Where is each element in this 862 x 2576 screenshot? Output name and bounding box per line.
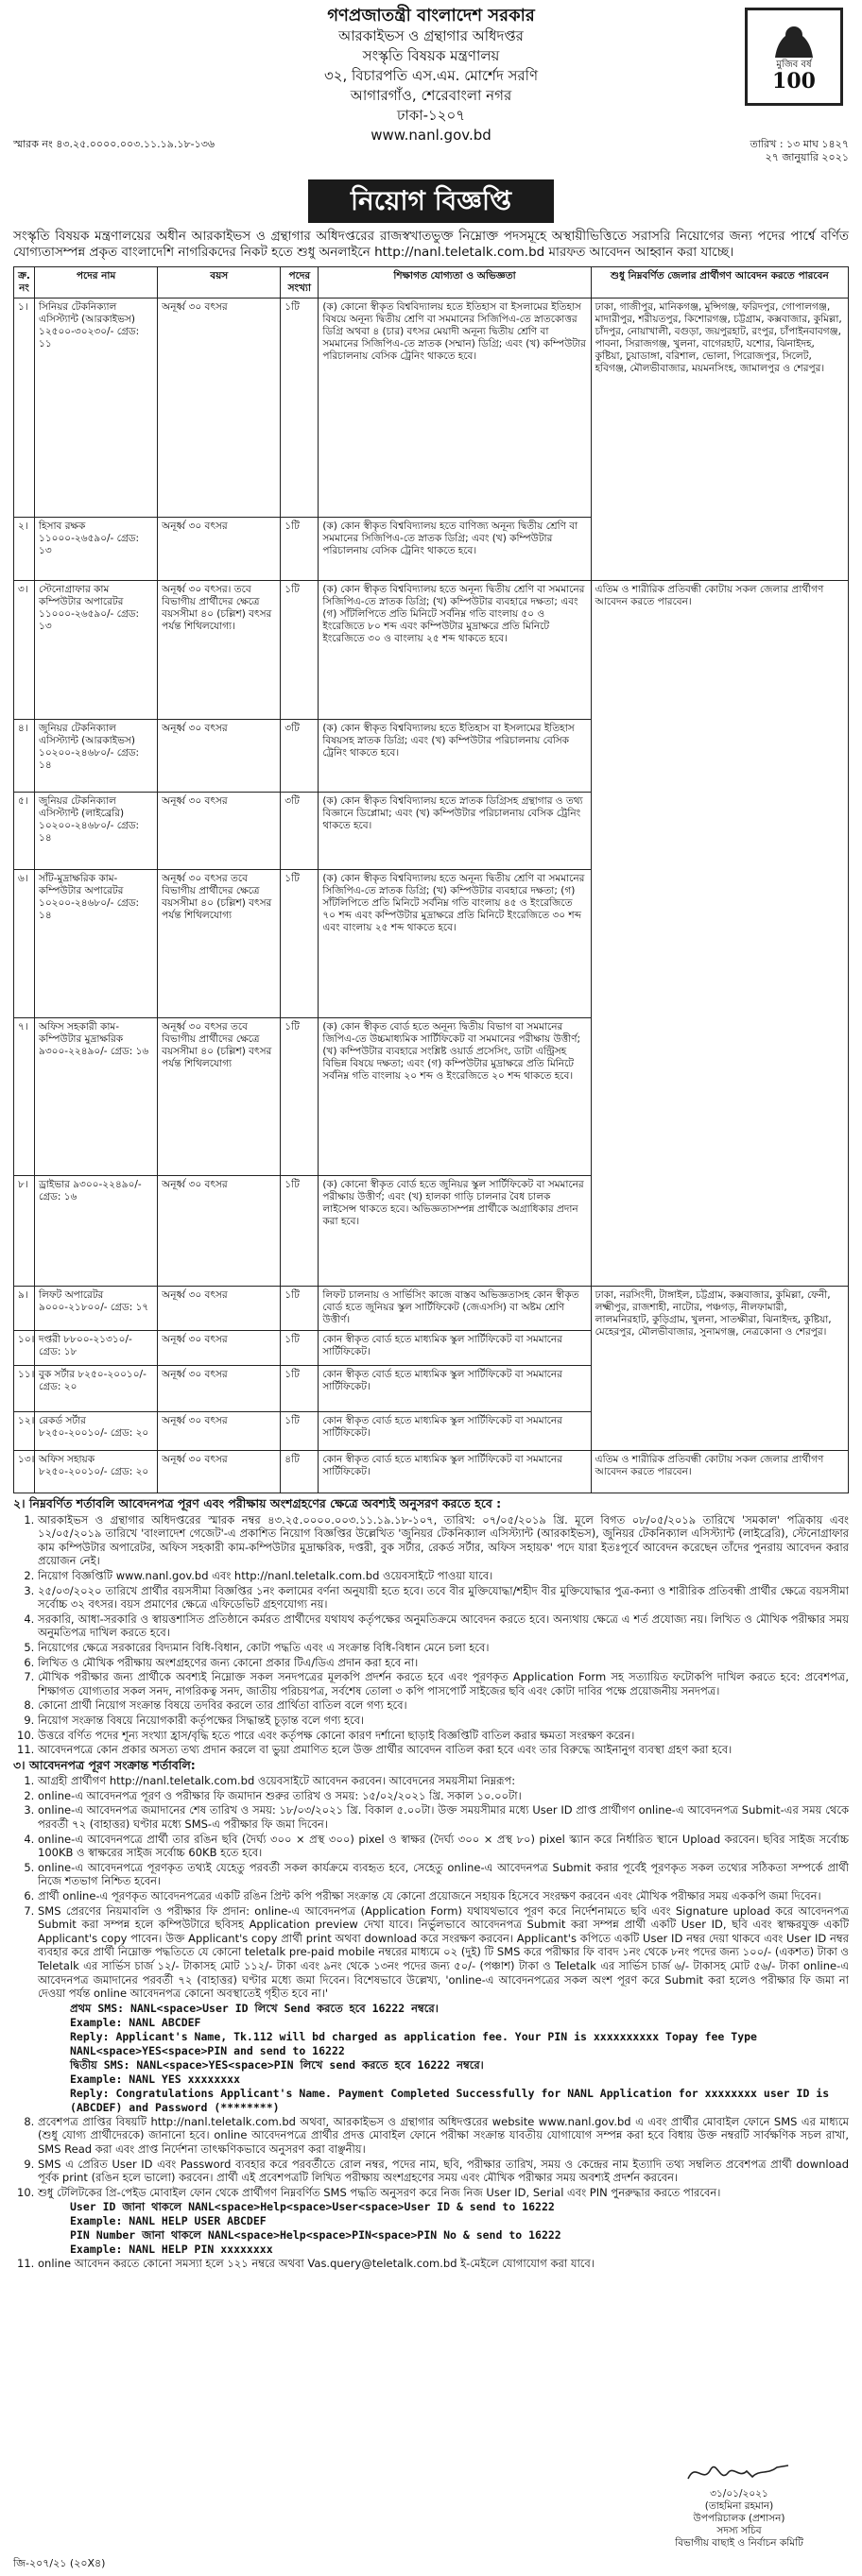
list-item: 1. আগ্রহী প্রার্থীগণ http://nanl.teletalk.com.bd ওয়েবসাইটে আবেদন করবেন। আবেদনের সময়সীমা নিম্নরূপ: bbox=[38, 1774, 849, 1788]
cell-serial: ১২। bbox=[14, 1412, 35, 1451]
cell-districts: এতিম ও শারীরিক প্রতিবন্ধী কোটায় সকল জেলার প্রার্থীগণ আবেদন করতে পারবেন। bbox=[591, 581, 848, 1287]
col-districts: শুধু নিম্নবর্ণিত জেলার প্রার্থীগণ আবেদন করতে পারবেন bbox=[591, 267, 848, 299]
list-item: 4. online-এ আবেদনপত্রে প্রার্থী তার রঙিন ছবি (দৈর্ঘ্য ৩০০ × প্রস্থ ৩০০) pixel ও স্বাক্ষর (দৈর্ঘ্য ৩০০ × প্রস্থ ৮০) pixel স্ক্যান করে নির্ধারিত স্থানে Upload করবেন। ছবির সাইজ সর্বোচ্চ 100KB ও স্বাক্ষরের সাইজ সর্বোচ্চ 60KB হতে হবে। bbox=[38, 1833, 849, 1860]
list-item: 4. সরকারি, আধা-সরকারি ও স্বায়ত্তশাসিত প্রতিষ্ঠানে কর্মরত প্রার্থীদের যথাযথ কর্তৃপক্ষের অনুমতিক্রমে আবেদন করতে হবে। অন্যথায় ক্ষেত্রে এ শর্ত প্রযোজ্য নয়। লিখিত ও মৌখিক পরীক্ষার সময় অনুমতিপত্র দাখিল করতে হবে। bbox=[38, 1612, 849, 1640]
cell-age: অনূর্ধ্ব ৩০ বৎসর bbox=[158, 1331, 281, 1366]
cell-age: অনূর্ধ্ব ৩০ বৎসর bbox=[158, 299, 281, 518]
cell-age: অনূর্ধ্ব ৩০ বৎসর তবে বিভাগীয় প্রার্থীদের ক্ষেত্রে বয়সসীমা ৪০ (চল্লিশ) বৎসর পর্যন্ত শিথিলযোগ্য bbox=[158, 1018, 281, 1176]
cell-age: অনূর্ধ্ব ৩০ বৎসর bbox=[158, 518, 281, 581]
list-item: 2. নিয়োগ বিজ্ঞপ্তিটি www.nanl.gov.bd এবং http://nanl.teletalk.com.bd ওয়েবসাইটে পাওয়া যাবে। bbox=[38, 1569, 849, 1583]
cell-serial: ১১। bbox=[14, 1366, 35, 1412]
cell-post: অফিস সহকারী কাম-কম্পিউটার মুদ্রাক্ষরিক ৯৩০০-২২৪৯০/- গ্রেড: ১৬ bbox=[35, 1018, 158, 1176]
cell-count: ১টি bbox=[281, 1412, 319, 1451]
cell-count: ১টি bbox=[281, 518, 319, 581]
signature-date: ৩১/০১/২০২১ bbox=[710, 2488, 768, 2499]
cell-count: ১টি bbox=[281, 1331, 319, 1366]
list-item: 5. নিয়োগের ক্ষেত্রে সরকারের বিদ্যমান বিধি-বিধান, কোটা পদ্ধতি এবং এ সংক্রান্ত বিধি-বিধান মেনে চলা হবে। bbox=[38, 1641, 849, 1655]
cell-districts: এতিম ও শারীরিক প্রতিবন্ধী কোটায় সকল জেলার প্রার্থীগণ আবেদন করতে পারবেন। bbox=[591, 1451, 848, 1493]
cell-age: অনূর্ধ্ব ৩০ বৎসর bbox=[158, 1451, 281, 1493]
cell-districts: ঢাকা, গাজীপুর, মানিকগঞ্জ, মুন্সিগঞ্জ, ফরিদপুর, গোপালগঞ্জ, মাদারীপুর, শরীয়তপুর, কিশোরগঞ্জ, চট্টগ্রাম, কক্সবাজার, কুমিল্লা, চাঁদপুর, নোয়াখালী, বগুড়া, জয়পুরহাট, রংপুর, চাঁপাইনবাবগঞ্জ, পাবনা, সিরাজগঞ্জ, খুলনা, বাগেরহাট, যশোর, ঝিনাইদহ, কুষ্টিয়া, চুয়াডাঙ্গা, বরিশাল, ভোলা, পিরোজপুর, সিলেট, হবিগঞ্জ, মৌলভীবাজার, ময়মনসিংহ, জামালপুর ও শেরপুর। bbox=[591, 299, 848, 581]
cell-post: বুক সর্টার ৮২৫০-২০০১০/- গ্রেড: ২০ bbox=[35, 1366, 158, 1412]
cell-count: ১টি bbox=[281, 870, 319, 1018]
list-item: Example: NANL HELP PIN xxxxxxxx bbox=[70, 2243, 273, 2257]
list-item: 5. online-এ আবেদনপত্রে পূরণকৃত তথ্যই যেহেতু পরবর্তী সকল কার্যক্রমে ব্যবহৃত হবে, সেহেতু online-এ আবেদনপত্র Submit করার পূর্বেই পূরণকৃত সকল তথ্যের সঠিকতা সম্পর্কে প্রার্থী নিজে শতভাগ নিশ্চিত হবেন। bbox=[38, 1861, 849, 1888]
cell-count: ১টি bbox=[281, 1018, 319, 1176]
cell-age: অনূর্ধ্ব ৩০ বৎসর bbox=[158, 1412, 281, 1451]
logo-number: 100 bbox=[772, 69, 816, 94]
cell-serial: ৫। bbox=[14, 793, 35, 870]
cell-post: জুনিয়র টেকনিক্যাল এসিস্ট্যান্ট (আরকাইভস) ১০২০০-২৪৬৮০/- গ্রেড: ১৪ bbox=[35, 720, 158, 793]
cell-qualification: (ক) কোন স্বীকৃত বিশ্ববিদ্যালয় হতে বাণিজ্য অনূন্য দ্বিতীয় শ্রেণি বা সমমানের সিজিপিএ-তে স্নাতক ডিগ্রি; এবং (খ) কম্পিউটার পরিচালনায় বেসিক ট্রেনিং থাকতে হবে। bbox=[319, 518, 591, 581]
cell-post: হিসাব রক্ষক ১১০০০-২৬৫৯০/- গ্রেড: ১৩ bbox=[35, 518, 158, 581]
apply-list-last bbox=[13, 2257, 849, 2271]
list-item: 9. নিয়োগ সংক্রান্ত বিষয়ে নিয়োগকারী কর্তৃপক্ষের সিদ্ধান্তই চূড়ান্ত বলে গণ্য হবে। bbox=[38, 1714, 849, 1728]
cell-count: ১টি bbox=[281, 581, 319, 720]
cell-age: অনূর্ধ্ব ৩০ বৎসর bbox=[158, 793, 281, 870]
col-age: বয়স bbox=[158, 267, 281, 299]
list-item: Example: NANL HELP USER ABCDEF bbox=[70, 2214, 267, 2228]
cell-post: অফিস সহায়ক ৮২৫০-২০০১০/- গ্রেড: ২০ bbox=[35, 1451, 158, 1493]
portrait-icon bbox=[766, 22, 822, 60]
cell-serial: ২। bbox=[14, 518, 35, 581]
cell-qualification: লিফট চালনায় ও সার্ভিসিং কাজে বাস্তব অভিজ্ঞতাসহ কোন স্বীকৃত বোর্ড হতে জুনিয়র স্কুল সার্টিফিকেট (জেএসসি) বা অষ্টম শ্রেণি উত্তীর্ণ। bbox=[319, 1287, 591, 1331]
intro-paragraph: সংস্কৃতি বিষয়ক মন্ত্রণালয়ের অধীন আরকাইভস ও গ্রন্থাগার অধিদপ্তরের রাজস্বখাতভুক্ত নিম্নোক্ত পদসমূহে অস্থায়ীভিত্তিতে সরাসরি নিয়োগের জন্য পদের পার্শ্বে বর্ণিত যোগ্যতাসম্পন্ন প্রকৃত বাংলাদেশি নাগরিকদের নিকট হতে শুধু অনলাইনে http://nanl.teletalk.com.bd মারফত আবেদন আহ্বান করা যাচ্ছে। bbox=[13, 229, 849, 260]
apply-list bbox=[13, 1774, 849, 2001]
list-item: 8. কোনো প্রার্থী নিয়োগ সংক্রান্ত বিষয়ে তদবির করলে তার প্রার্থিতা বাতিল বলে গণ্য হবে। bbox=[38, 1698, 849, 1713]
ministry-name: সংস্কৃতি বিষয়ক মন্ত্রণালয় bbox=[362, 47, 500, 64]
list-item: User ID জানা থাকলে NANL<space>Help<space>User<space>User ID & send to 16222 bbox=[70, 2200, 555, 2214]
cell-post: ড্রাইভার ৯৩০০-২২৪৯০/- গ্রেড: ১৬ bbox=[35, 1176, 158, 1287]
memo-number: স্মারক নং ৪৩.২৫.০০০০.০০৩.১১.১৯.১৮-১৩৬ bbox=[13, 138, 216, 150]
cell-serial: ১৩। bbox=[14, 1451, 35, 1493]
signatory-name: (তাহমিনা রহমান) bbox=[704, 2500, 774, 2512]
notice-title: নিয়োগ বিজ্ঞপ্তি bbox=[308, 179, 554, 223]
list-item: দ্বিতীয় SMS: NANL<space>YES<space>PIN লিখে send করতে হবে 16222 নম্বরে। bbox=[70, 2057, 484, 2072]
cell-serial: ৬। bbox=[14, 870, 35, 1018]
col-qualification: শিক্ষাগত যোগ্যতা ও অভিজ্ঞতা bbox=[319, 267, 591, 299]
cell-age: অনূর্ধ্ব ৩০ বৎসর bbox=[158, 1287, 281, 1331]
list-item: Reply: Applicant's Name, Tk.112 will bd charged as application fee. Your PIN is xxxxxxxxxx Topay fee Type NANL<space>YES<space>PIN and send to 16222 bbox=[70, 2029, 757, 2057]
date-english: ২৭ জানুয়ারি ২০২১ bbox=[765, 151, 849, 163]
department-name: আরকাইভস ও গ্রন্থাগার অধিদপ্তর bbox=[338, 27, 524, 44]
cell-serial: ৭। bbox=[14, 1018, 35, 1176]
cell-serial: ৪। bbox=[14, 720, 35, 793]
cell-serial: ৯। bbox=[14, 1287, 35, 1331]
cell-post: জুনিয়র টেকনিক্যাল এসিস্ট্যান্ট (লাইব্রেরি) ১০২০০-২৪৬৮০/- গ্রেড: ১৪ bbox=[35, 793, 158, 870]
list-item: 3. online-এ আবেদনপত্র জমাদানের শেষ তারিখ ও সময়: ১৮/০৩/২০২১ খ্রি. বিকাল ৫.০০টা। উক্ত সময়সীমার মধ্যে User ID প্রাপ্ত প্রার্থীগণ online-এ আবেদনপত্র Submit-এর সময় থেকে পরবর্তী ৭২ (বাহাত্তর) ঘণ্টার মধ্যে SMS-এ পরীক্ষার ফি জমা দিবেন। bbox=[38, 1803, 849, 1831]
address-line-1: ৩২, বিচারপতি এস.এম. মোর্শেদ সরণি bbox=[323, 67, 539, 84]
memo-line bbox=[13, 138, 849, 164]
logo-text: মুজিব বর্ষ bbox=[776, 60, 812, 70]
table-row bbox=[14, 1451, 849, 1493]
list-item: 3. ২৫/০৩/২০২০ তারিখে প্রার্থীর বয়সসীমা বিজ্ঞপ্তির ১নং কলামের বর্ণনা অনুযায়ী হতে হবে। তবে বীর মুক্তিযোদ্ধা/শহীদ বীর মুক্তিযোদ্ধার পুত্র-কন্যা ও শারীরিক প্রতিবন্ধী প্রার্থীর ক্ষেত্রে বয়সসীমা সর্বোচ্চ ৩২ বৎসর। বয়স প্রমাণের ক্ষেত্রে এফিডেভিট গ্রহণযোগ্য নয়। bbox=[38, 1584, 849, 1612]
signature-block bbox=[654, 2456, 824, 2550]
list-item: 8. প্রবেশপত্র প্রাপ্তির বিষয়টি http://nanl.teletalk.com.bd অথবা, আরকাইভস ও গ্রন্থাগার অধিদপ্তরের website www.nanl.gov.bd এ এবং প্রার্থীর মোবাইল ফোনে SMS এর মাধ্যমে (শুধু যোগ্য প্রার্থীদেরকে) জানানো হবে। online আবেদনপত্রে প্রার্থীর প্রদত্ত মোবাইল ফোনে পরীক্ষা সংক্রান্ত যাবতীয় যোগাযোগ সম্পন্ন করা হবে বিধায় উক্ত নম্বরটি সার্বক্ষণিক সচল রাখা, SMS Read করা এবং প্রাপ্ত নির্দেশনা তাৎক্ষণিকভাবে অনুসরণ করা বাঞ্ছনীয়। bbox=[38, 2115, 849, 2157]
conditions-section bbox=[13, 1497, 849, 2271]
committee-name: বিভাগীয় বাছাই ও নির্বাচন কমিটি bbox=[675, 2537, 803, 2549]
cell-age: অনূর্ধ্ব ৩০ বৎসর bbox=[158, 1176, 281, 1287]
list-item: 11. আবেদনপত্রে কোন প্রকার অসত্য তথ্য প্রদান করলে বা ভুয়া প্রমাণিত হলে উক্ত প্রার্থীর আবেদন বাতিল করা হবে এবং তার বিরুদ্ধে আইনানুগ ব্যবস্থা গ্রহণ করা হবে। bbox=[38, 1743, 849, 1757]
sms-example-block bbox=[13, 2002, 849, 2115]
list-item: 2. online-এ আবেদনপত্র পূরণ ও পরীক্ষার ফি জমাদান শুরুর তারিখ ও সময়: ১৫/০২/২০২১ খ্রি. সকাল ১০.০০টা। bbox=[38, 1789, 849, 1803]
table-row bbox=[14, 299, 849, 518]
cell-qualification: কোন স্বীকৃত বোর্ড হতে মাধ্যমিক স্কুল সার্টিফিকেট বা সমমানের সার্টিফিকেট। bbox=[319, 1366, 591, 1412]
signature-image bbox=[682, 2456, 796, 2488]
table-row bbox=[14, 1287, 849, 1331]
advertisement-code: জি-২০৭/২১ (২০X৪) bbox=[13, 2557, 106, 2569]
cell-qualification: (ক) কোন স্বীকৃত বিশ্ববিদ্যালয় হতে স্নাতক ডিগ্রিসহ গ্রন্থাগার ও তথ্য বিজ্ঞানে ডিপ্লোমা; এবং (খ) কম্পিউটার পরিচালনায় বেসিক ট্রেনিং থাকতে হবে। bbox=[319, 793, 591, 870]
list-item: প্রথম SMS: NANL<space>User ID লিখে Send করতে হবে 16222 নম্বরে। bbox=[70, 2001, 439, 2015]
cell-serial: ৩। bbox=[14, 581, 35, 720]
list-item: 10. শুধু টেলিটকের প্রি-পেইড মোবাইল ফোন থেকে প্রার্থীগণ নিম্নবর্ণিত SMS পদ্ধতি অনুসরণ করে নিজ নিজ User ID, Serial এবং PIN পুনরুদ্ধার করতে পারবেন। bbox=[38, 2186, 849, 2200]
cell-qualification: (ক) কোন স্বীকৃত বিশ্ববিদ্যালয় হতে ইতিহাস বা ইসলামের ইতিহাস বিষয়সহ স্নাতক ডিগ্রি; এবং (খ) কম্পিউটার পরিচালনায় বেসিক ট্রেনিং থাকতে হবে। bbox=[319, 720, 591, 793]
vacancy-table bbox=[13, 266, 849, 1493]
table-header-row bbox=[14, 267, 849, 299]
cell-qualification: (ক) কোন স্বীকৃত বিশ্ববিদ্যালয় হতে অনূন্য দ্বিতীয় শ্রেণি বা সমমানের সিজিপিএ-তে স্নাতক ডিগ্রি; (খ) কম্পিউটার ব্যবহারে দক্ষতা; এবং (গ) সাঁটলিপিতে প্রতি মিনিটে সর্বনিম্ন গতি বাংলায় ৫০ ও ইংরেজিতে ৮০ শব্দ এবং কম্পিউটার মুদ্রাক্ষরে প্রতি মিনিটে ইংরেজিতে ৩০ ও বাংলায় ২৫ শব্দ থাকতে হবে। bbox=[319, 581, 591, 720]
cell-count: ১টি bbox=[281, 1287, 319, 1331]
apply-heading: ৩। আবেদনপত্র পূরণ সংক্রান্ত শর্তাবলি: bbox=[13, 1757, 196, 1772]
list-item: 10. উত্তরে বর্ণিত পদের শূন্য সংখ্যা হ্রাস/বৃদ্ধি হতে পারে এবং কর্তৃপক্ষ কোনো কারণ দর্শানো ছাড়াই বিজ্ঞপ্তিটি বাতিল করার ক্ষমতা সংরক্ষণ করেন। bbox=[38, 1729, 849, 1743]
cell-count: ৩টি bbox=[281, 720, 319, 793]
cell-post: স্টেনোগ্রাফার কাম কম্পিউটার অপারেটর ১১০০০-২৬৫৯০/- গ্রেড: ১৩ bbox=[35, 581, 158, 720]
cell-post: লিফট অপারেটর ৯০০০-২১৮০০/- গ্রেড: ১৭ bbox=[35, 1287, 158, 1331]
list-item: 11. online আবেদন করতে কোনো সমস্যা হলে ১২১ নম্বরে অথবা Vas.query@teletalk.com.bd ই-মেইলে যোগাযোগ করা যাবে। bbox=[38, 2257, 849, 2271]
table-row bbox=[14, 581, 849, 720]
cell-count: ৩টি bbox=[281, 793, 319, 870]
apply-list-continued bbox=[13, 2115, 849, 2200]
cell-age: অনূর্ধ্ব ৩০ বৎসর bbox=[158, 720, 281, 793]
list-item: Example: NANL YES xxxxxxxx bbox=[70, 2072, 241, 2086]
cell-post: সিনিয়র টেকনিক্যাল এসিস্ট্যান্ট (আরকাইভস) ১২৫০০-৩০২৩০/- গ্রেড: ১১ bbox=[35, 299, 158, 518]
conditions-heading: ২। নিম্নবর্ণিত শর্তাবলি আবেদনপত্র পূরণ এবং পরীক্ষায় অংশগ্রহণের ক্ষেত্রে অবশ্যই অনুসরণ করতে হবে : bbox=[13, 1496, 502, 1510]
government-name: গণপ্রজাতন্ত্রী বাংলাদেশ সরকার bbox=[327, 6, 535, 26]
cell-qualification: কোন স্বীকৃত বোর্ড হতে মাধ্যমিক স্কুল সার্টিফিকেট বা সমমানের সার্টিফিকেট। bbox=[319, 1412, 591, 1451]
memo-date bbox=[750, 138, 849, 164]
col-serial: ক্র. নং bbox=[14, 267, 35, 299]
cell-post: রেকর্ড সর্টার ৮২৫০-২০০১০/- গ্রেড: ২০ bbox=[35, 1412, 158, 1451]
signatory-role: সদস্য সচিব bbox=[716, 2525, 762, 2536]
list-item: PIN Number জানা থাকলে NANL<space>Help<space>PIN<space>PIN No & send to 16222 bbox=[70, 2228, 561, 2243]
list-item: 7. মৌখিক পরীক্ষার জন্য প্রার্থীকে অবশ্যই নিম্নোক্ত সকল সনদপত্রের মূলকপি প্রদর্শন করতে হবে এবং পূরণকৃত Application Form সহ সত্যায়িত ফটোকপি দাখিল করতে হবে: প্রবেশপত্র, শিক্ষাগত যোগ্যতার সকল সনদ, নাগরিকত্ব সনদ, জাতীয় পরিচয়পত্র, সর্বশেষ তোলা ৩ কপি পাসপোর্ট সাইজের ছবি এবং কোটা দাবির পক্ষে প্রয়োজনীয় সনদপত্র। bbox=[38, 1670, 849, 1697]
cell-districts: ঢাকা, নরসিংদী, টাঙ্গাইল, চট্টগ্রাম, কক্সবাজার, কুমিল্লা, ফেনী, লক্ষ্মীপুর, রাজশাহী, নাটোর, পঞ্চগড়, নীলফামারী, লালমনিরহাট, কুড়িগ্রাম, খুলনা, সাতক্ষীরা, ঝিনাইদহ, কুষ্টিয়া, মেহেরপুর, মৌলভীবাজার, সুনামগঞ্জ, নেত্রকোনা ও শেরপুর। bbox=[591, 1287, 848, 1451]
list-item: 7. SMS প্রেরণের নিয়মাবলি ও পরীক্ষার ফি প্রদান: online-এ আবেদনপত্র (Application Form) যথাযথভাবে পূরণ করে নির্দেশনামতে ছবি এবং Signature upload করে আবেদনপত্র Submit করা সম্পন্ন হলে কম্পিউটারে ছবিসহ Application preview দেখা যাবে। নির্ভুলভাবে আবেদনপত্র Submit করা সম্পন্ন প্রার্থী একটি User ID, ছবি এবং স্বাক্ষরযুক্ত একটি Applicant's copy পাবেন। উক্ত Applicant's copy প্রার্থী print অথবা download করে সংরক্ষণ করবেন। Applicant's কপিতে একটি User ID নম্বর দেয়া থাকবে এবং User ID নম্বর ব্যবহার করে প্রার্থী নিম্নোক্ত পদ্ধতিতে যে কোনো teletalk pre-paid mobile নম্বরের মাধ্যমে ০২ (দুই) টি SMS করে পরীক্ষার ফি বাবদ ১নং থেকে ৮নং পদের জন্য ১০০/- (একশত) টাকা ও Teletalk এর সার্ভিস চার্জ ১২/- টাকাসহ মোট ১১২/- টাকা এবং ৯নং থেকে ১৩নং পদের জন্য ৫০/- (পঞ্চাশ) টাকা ও Teletalk এর সার্ভিস চার্জ ৬/- টাকাসহ মোট ৫৬/- টাকা online-এ আবেদনপত্র জমাদানের পরবর্তী ৭২ (বাহাত্তর) ঘণ্টার মধ্যে জমা দিবেন। বিশেষভাবে উল্লেখ্য, 'online-এ আবেদনপত্রের সকল অংশ পূরণ করে Submit করা হলেও পরীক্ষার ফি জমা না দেওয়া পর্যন্ত online আবেদনপত্র কোনো অবস্থাতেই গৃহীত হবে না।' bbox=[38, 1904, 849, 2001]
list-item: 6. প্রার্থী online-এ পূরণকৃত আবেদনপত্রের একটি রঙিন প্রিন্ট কপি পরীক্ষা সংক্রান্ত যে কোনো প্রয়োজনে সহায়ক হিসেবে সংরক্ষণ করবেন এবং মৌখিক পরীক্ষার সময় এককপি জমা দিবেন। bbox=[38, 1889, 849, 1903]
cell-qualification: (ক) কোনো স্বীকৃত বোর্ড হতে জুনিয়র স্কুল সার্টিফিকেট বা সমমানের পরীক্ষায় উত্তীর্ণ; এবং (খ) হালকা গাড়ি চালনার বৈধ চালক লাইসেন্স থাকতে হবে। অভিজ্ঞতাসম্পন্ন প্রার্থীকে অগ্রাধিকার প্রদান করা হবে। bbox=[319, 1176, 591, 1287]
cell-count: ১টি bbox=[281, 1176, 319, 1287]
recover-block bbox=[13, 2200, 849, 2257]
cell-serial: ১০। bbox=[14, 1331, 35, 1366]
website-address: www.nanl.gov.bd bbox=[371, 127, 491, 144]
cell-qualification: (ক) কোনো স্বীকৃত বিশ্ববিদ্যালয় হতে ইতিহাস বা ইসলামের ইতিহাস বিষয়ে অনূন্য দ্বিতীয় শ্রেণি বা সমমানের সিজিপিএ-তে স্নাতকোত্তর ডিগ্রি অথবা ৪ (চার) বৎসর মেয়াদী অনূন্য দ্বিতীয় শ্রেণি বা সমমানের সিজিপিএ-তে স্নাতক (সম্মান) ডিগ্রি; এবং (খ) কম্পিউটার পরিচালনায় বেসিক ট্রেনিং থাকতে হবে। bbox=[319, 299, 591, 518]
list-item: Reply: Congratulations Applicant's Name. Payment Completed Successfully for NANL Application for xxxxxxxx user ID is (ABCDEF) and Password (********) bbox=[70, 2086, 830, 2114]
cell-post: সাঁট-মুদ্রাক্ষরিক কাম-কম্পিউটার অপারেটর ১০২০০-২৪৬৮০/- গ্রেড: ১৪ bbox=[35, 870, 158, 1018]
col-post: পদের নাম bbox=[35, 267, 158, 299]
cell-post: দপ্তরী ৮৮০০-২১৩১০/- গ্রেড: ১৮ bbox=[35, 1331, 158, 1366]
cell-count: ৪টি bbox=[281, 1451, 319, 1493]
cell-age: অনূর্ধ্ব ৩০ বৎসর bbox=[158, 1366, 281, 1412]
conditions-list bbox=[13, 1513, 849, 1757]
col-count: পদের সংখ্যা bbox=[281, 267, 319, 299]
mujib-borsho-logo bbox=[745, 8, 843, 106]
list-item: 1. আরকাইভস ও গ্রন্থাগার অধিদপ্তরের স্মারক নম্বর ৪৩.২৫.০০০০.০০৩.১১.১৯.১৮-১০৭, তারিখ: ০৭/০৫/২০১৯ খ্রি. মূলে বিগত ০৮/০৫/২০১৯ তারিখে 'সমকাল' পত্রিকায় এবং ১২/০৫/২০১৯ তারিখে 'বাংলাদেশ গেজেট'-এ প্রকাশিত নিয়োগ বিজ্ঞপ্তির উল্লেখিত 'জুনিয়র টেকনিক্যাল এসিস্ট্যান্ট (আরকাইভস), জুনিয়র টেকনিক্যাল এসিস্ট্যান্ট (লাইব্রেরি), স্টেনোগ্রাফার কাম কম্পিউটার অপারেটর, অফিস সহকারী কাম-কম্পিউটার মুদ্রাক্ষরিক, দপ্তরী, বুক সর্টার, রেকর্ড সর্টার, অফিস সহায়ক' পদে যারা ইতঃপূর্বে আবেদন করেছেন তাঁদের পুনরায় আবেদন করার প্রয়োজন নেই। bbox=[38, 1513, 849, 1568]
cell-serial: ১। bbox=[14, 299, 35, 518]
address-line-3: ঢাকা-১২০৭ bbox=[396, 107, 466, 124]
notice-header bbox=[13, 6, 849, 166]
date-label: তারিখ : bbox=[750, 138, 784, 150]
cell-age: অনূর্ধ্ব ৩০ বৎসর। তবে বিভাগীয় প্রার্থীদের ক্ষেত্রে বয়সসীমা ৪০ (চল্লিশ) বৎসর পর্যন্ত শিথিলযোগ্য। bbox=[158, 581, 281, 720]
signatory-designation: উপপরিচালক (প্রশাসন) bbox=[693, 2513, 785, 2524]
cell-serial: ৮। bbox=[14, 1176, 35, 1287]
cell-qualification: কোন স্বীকৃত বোর্ড হতে মাধ্যমিক স্কুল সার্টিফিকেট বা সমমানের সার্টিফিকেট। bbox=[319, 1331, 591, 1366]
date-bengali: ১৩ মাঘ ১৪২৭ bbox=[786, 138, 849, 150]
list-item: 9. SMS এ প্রেরিত User ID এবং Password ব্যবহার করে পরবর্তীতে রোল নম্বর, পদের নাম, ছবি, পরীক্ষার তারিখ, সময় ও কেন্দ্রের নাম ইত্যাদি তথ্য সম্বলিত প্রবেশপত্র প্রার্থী download পূর্বক print (রঙিন হলে ভালো) করবেন। প্রার্থী এই প্রবেশপত্রটি লিখিত পরীক্ষায় অংশগ্রহণের সময় এবং মৌখিক পরীক্ষার সময় অবশ্যই প্রদর্শন করবেন। bbox=[38, 2158, 849, 2185]
cell-qualification: কোন স্বীকৃত বোর্ড হতে মাধ্যমিক স্কুল সার্টিফিকেট বা সমমানের সার্টিফিকেট। bbox=[319, 1451, 591, 1493]
cell-count: ১টি bbox=[281, 1366, 319, 1412]
cell-qualification: (ক) কোন স্বীকৃত বিশ্ববিদ্যালয় হতে অনূন্য দ্বিতীয় শ্রেণি বা সমমানের সিজিপিএ-তে স্নাতক ডিগ্রি; (খ) কম্পিউটার ব্যবহারে দক্ষতা; (গ) সাঁটলিপিতে প্রতি মিনিটে সর্বনিম্ন গতি বাংলায় ৪৫ ও ইংরেজিতে ৭০ শব্দ এবং কম্পিউটার মুদ্রাক্ষরে প্রতি মিনিটে ইংরেজিতে ৩০ শব্দ এবং বাংলায় ২৫ শব্দ থাকতে হবে। bbox=[319, 870, 591, 1018]
address-line-2: আগারগাঁও, শেরেবাংলা নগর bbox=[350, 87, 512, 104]
cell-count: ১টি bbox=[281, 299, 319, 518]
cell-qualification: (ক) কোন স্বীকৃত বোর্ড হতে অনূন্য দ্বিতীয় বিভাগ বা সমমানের জিপিএ-তে উচ্চমাধ্যমিক সার্টিফিকেট বা সমমানের পরীক্ষায় উত্তীর্ণ; (খ) কম্পিউটার ব্যবহারে সংশ্লিষ্ট ওয়ার্ড প্রসেসিং, ডাটা এন্ট্রিসহ বিভিন্ন বিষয়ে দক্ষতা; এবং (গ) কম্পিউটার মুদ্রাক্ষরে প্রতি মিনিটে সর্বনিম্ন গতি বাংলায় ২০ শব্দ ও ইংরেজিতে ২০ শব্দ থাকতে হবে। bbox=[319, 1018, 591, 1176]
list-item: Example: NANL ABCDEF bbox=[70, 2015, 201, 2029]
list-item: 6. লিখিত ও মৌখিক পরীক্ষায় অংশগ্রহণের জন্য কোনো প্রকার টিএ/ডিএ প্রদান করা হবে না। bbox=[38, 1656, 849, 1670]
cell-age: অনূর্ধ্ব ৩০ বৎসর তবে বিভাগীয় প্রার্থীদের ক্ষেত্রে বয়সসীমা ৪০ (চল্লিশ) বৎসর পর্যন্ত শিথিলযোগ্য bbox=[158, 870, 281, 1018]
